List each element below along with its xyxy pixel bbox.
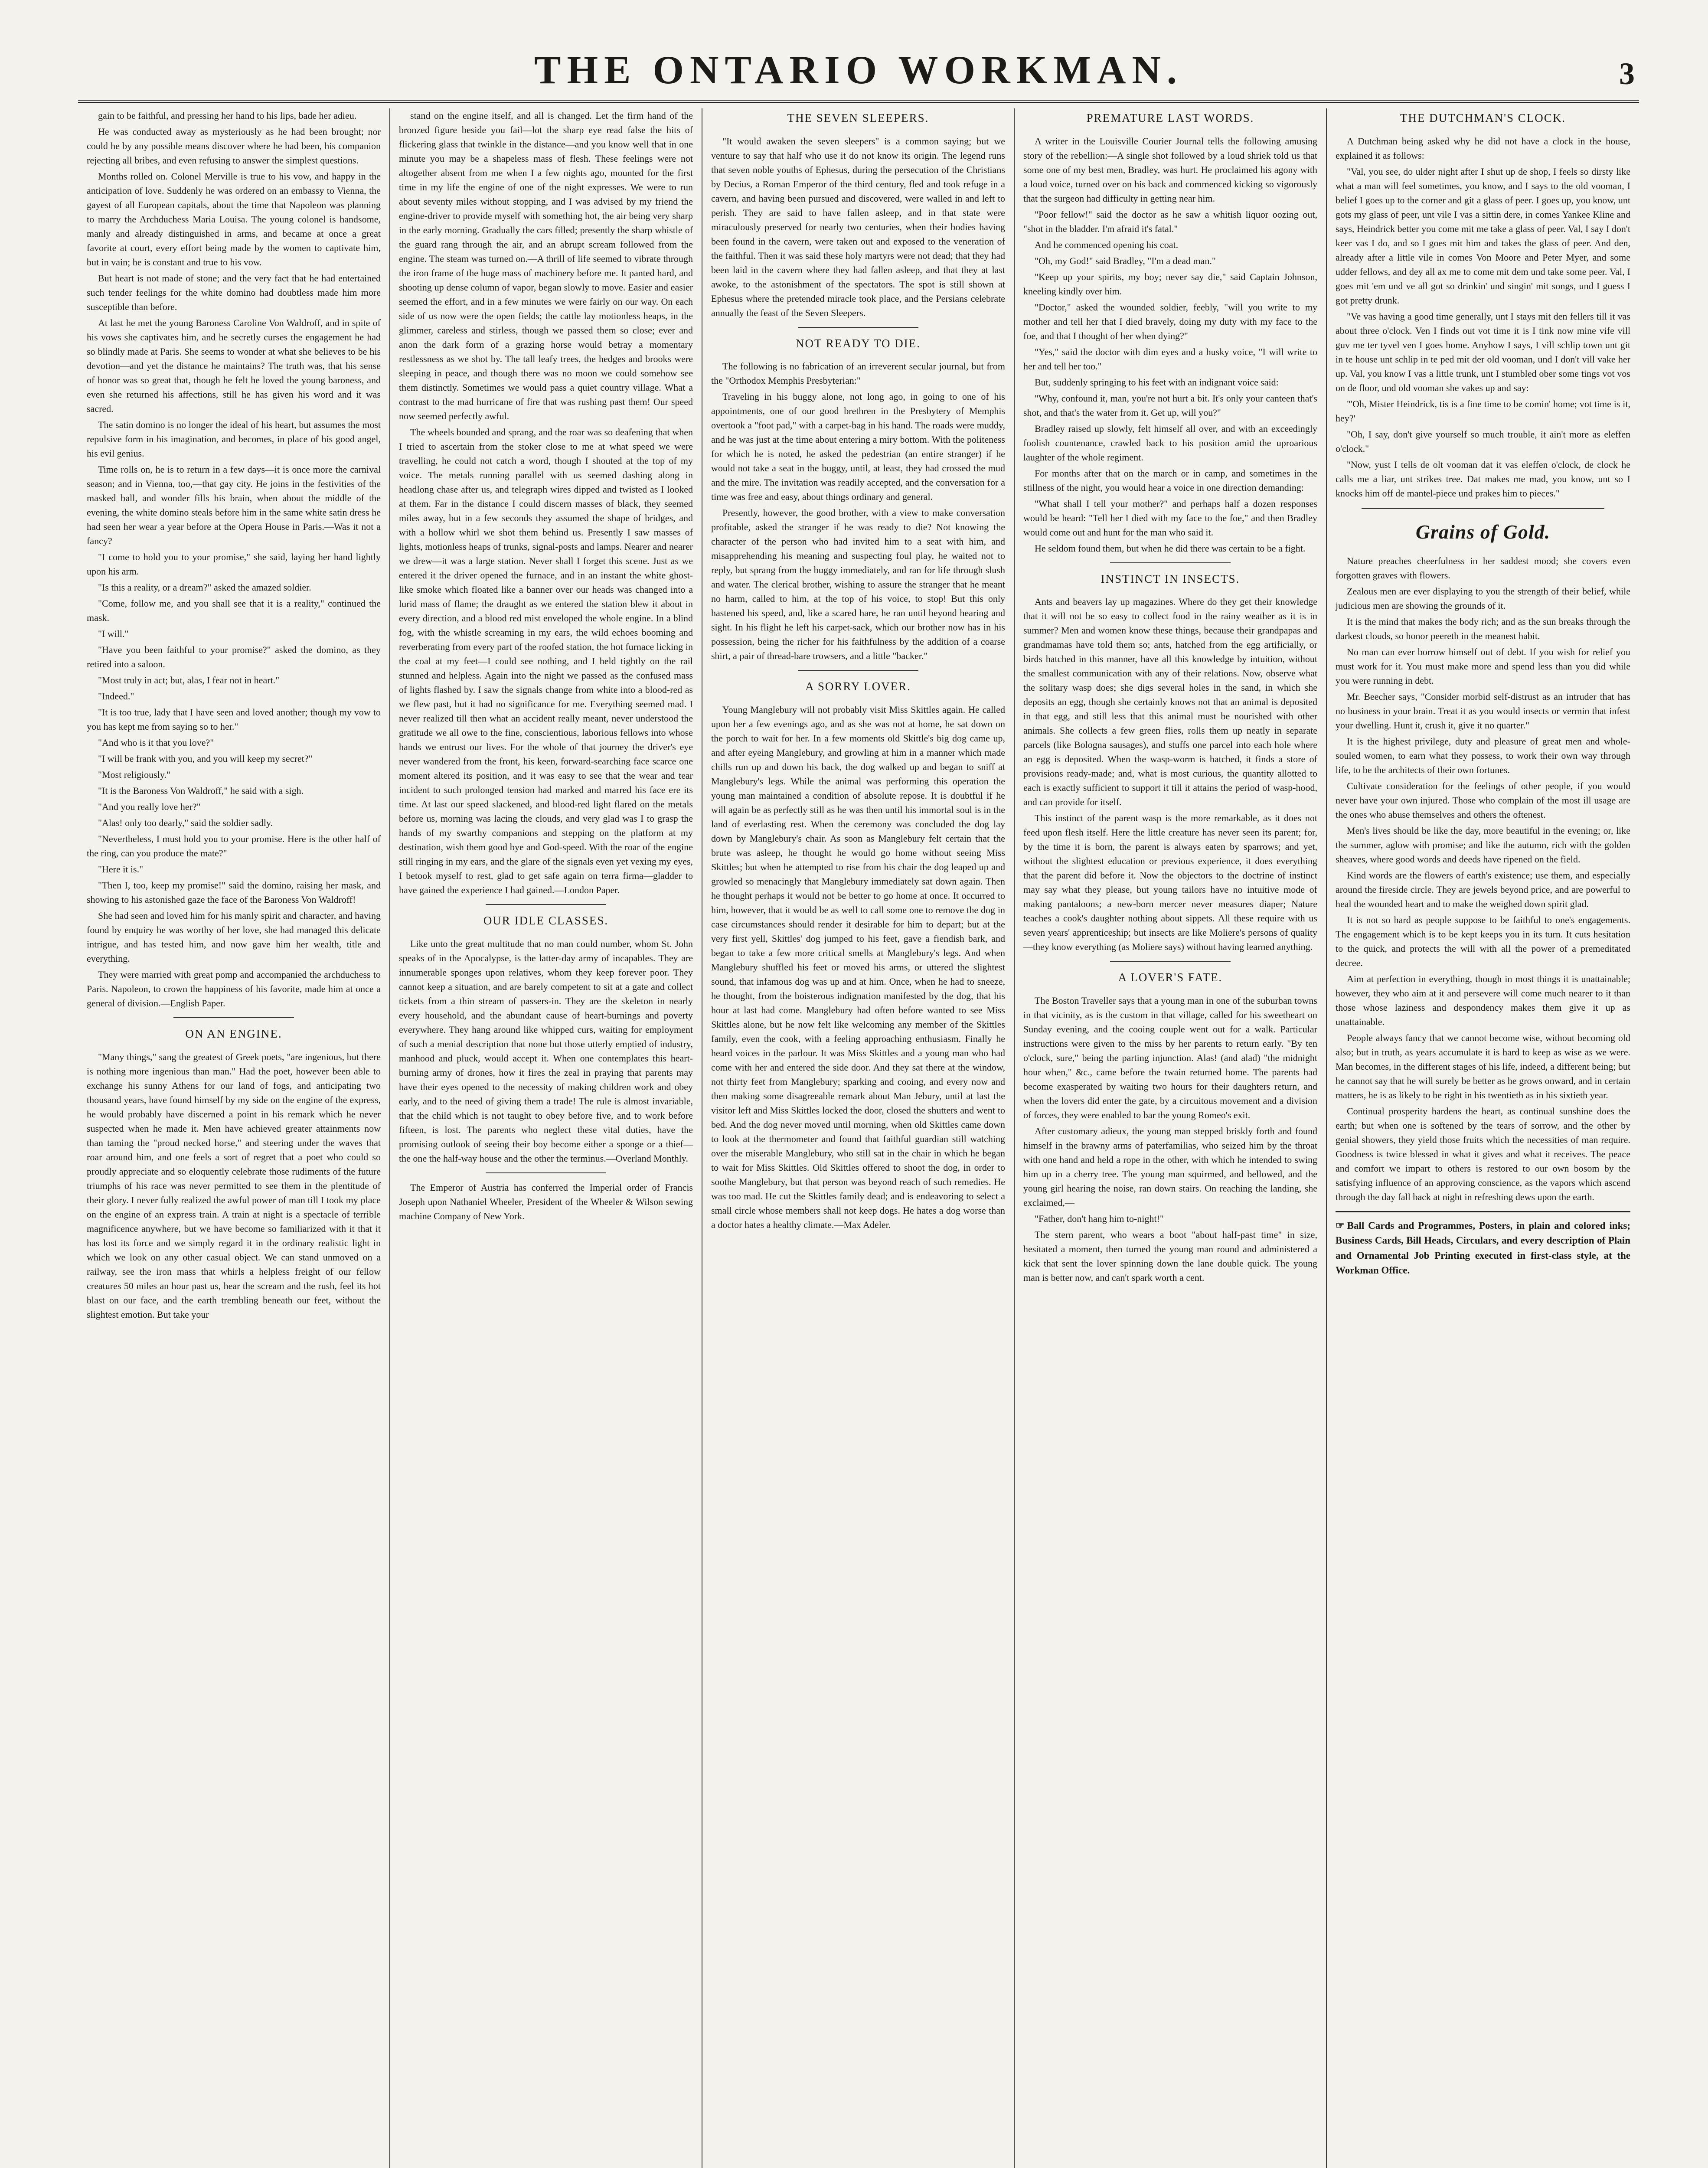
paragraph: "Alas! only too dearly," said the soldier sadly. [98, 817, 273, 828]
column-5 [1327, 108, 1639, 2168]
divider [486, 904, 606, 905]
paragraph: It is not so hard as people suppose to be faithful to one's engagements. The engagement which is to be kept keeps you in its turn. It cuts hesitation to the quick, and protects the will with all the power of a premeditated decree. [1336, 914, 1630, 968]
paragraph: "Yes," said the doctor with dim eyes and a husky voice, "I will write to her and tell her too." [1023, 346, 1317, 372]
paragraph: "Ve vas having a good time generally, unt I stays mit den fellers till it vas about three o'clock. Ven I finds out vot time it is I tink now mine vife vill guv me ter tyvel ven I goes home. Anyhow I says, I vill schlip town unt git in te house unt schlip in te ped mit der old vooman, und I don't vill vake her up. Val, you know I vas a little trunk, unt I stumbled ober some tings vot vos on de floor, und old vooman she vakes up and say: [1336, 310, 1630, 393]
paragraph: It is the highest privilege, duty and pleasure of great men and whole-souled women, to earn what they possess, to work their own way through life, to be the architects of their own fortunes. [1336, 735, 1630, 775]
paragraph: "Father, don't hang him to-night!" [1035, 1213, 1164, 1224]
paragraph: "Indeed." [98, 691, 134, 702]
printing-advertisement [1336, 1211, 1630, 1278]
paragraph: Nature preaches cheerfulness in her saddest mood; she covers even forgotten graves with flowers. [1336, 555, 1630, 581]
paragraph: "Come, follow me, and you shall see that it is a reality," continued the mask. [87, 598, 381, 623]
headline-dutchmans-clock: THE DUTCHMAN'S CLOCK. [1400, 111, 1566, 124]
divider [798, 670, 918, 671]
paragraph: For months after that on the march or in camp, and sometimes in the stillness of the night, you would hear a voice in one direction demanding: [1023, 467, 1317, 493]
article-premature-last-words [1023, 134, 1317, 555]
paragraph: They were married with great pomp and accompanied the archduchess to Paris. Napoleon, to crown the happiness of his favorite, made him at once a general of division.—English Paper. [87, 969, 381, 1009]
headline-seven-sleepers: THE SEVEN SLEEPERS. [787, 111, 929, 124]
paragraph: No man can ever borrow himself out of debt. If you wish for relief you must work for it. You must make more and spend less than you did while you were running in debt. [1336, 646, 1630, 686]
paragraph: But heart is not made of stone; and the very fact that he had entertained such tender feelings for the white domino had doubtless made him more susceptible than before. [87, 273, 381, 312]
paragraph: But, suddenly springing to his feet with an indignant voice said: [1035, 376, 1279, 388]
paragraph: People always fancy that we cannot become wise, without becoming old also; but in truth, as years accumulate it is hard to keep as wise as we were. Man becomes, in the different stages of his life, indeed, a different being; but he cannot say that he will surely be better as he grows onward, and in certain matters, he is as likely to be right in his twentieth as in his sixtieth year. [1336, 1032, 1630, 1100]
masthead [78, 35, 1639, 103]
article-lovers-fate [1023, 993, 1317, 1285]
pointing-hand-icon: ☞ [1336, 1220, 1345, 1231]
divider [1110, 961, 1231, 962]
paragraph: "Keep up your spirits, my boy; never say die," said Captain Johnson, kneeling kindly over him. [1023, 271, 1317, 297]
paragraph: He seldom found them, but when he did there was certain to be a fight. [1035, 542, 1306, 554]
paragraph: Time rolls on, he is to return in a few days—it is once more the carnival season; and in Vienna, too,—that gay city. He joins in the festivities of the masked ball, and wonder fills his brain, when about the middle of the evening, the white domino steals before him in the same white satin dress he had seen her wear a year before at the Opera House in Paris.—Was it not a fancy? [87, 464, 381, 546]
paragraph: "I will." [98, 628, 129, 639]
divider [798, 327, 918, 328]
paragraph: "It would awaken the seven sleepers" is a common saying; but we venture to say that half who use it do not know its origin. The legend runs that seven noble youths of Ephesus, during the persecution of the Christians by Decius, a Roman Emperor of the third century, fled and took refuge in a cavern, and having been pursued and discovered, were walled in and left to perish. They are said to have fallen asleep, and in that state were miraculously preserved for nearly two centuries, when their bodies having been found in the cavern, were taken out and exposed to the veneration of the faithful. Then it was said these holy martyrs were not dead; that they had been laid in the cavern where they had fallen asleep, and that they at last awoke, to the astonishment of the spectators. The spot is still shown at Ephesus where the pretended miracle took place, and the Persians celebrate annually the feast of the Seven Sleepers. [711, 135, 1005, 318]
paragraph: Young Manglebury will not probably visit Miss Skittles again. He called upon her a few evenings ago, and as she was not at home, he sat down on the porch to wait for her. In a few moments old Skittle's big dog came up, and after eyeing Manglebury, and growling at him in a manner which made chills run up and down his back, the dog walked up and began to sniff at Manglebury's legs. While the animal was performing this operation the young man maintained a condition of absolute repose. It is doubtful if he will again be as perfectly still as he was then until his immortal soul is in the land of everlasting rest. When the ceremony was concluded the dog lay down by Manglebury's chair. As soon as Manglebury felt certain that the brute was asleep, he thought he would go home without seeing Miss Skittles; but when he attempted to rise from his chair the dog leaped up and growled so menacingly that Manglebury immediately sat down again. Then he thought perhaps it would not be better to go home at once. It occurred to him, however, that it would be as well to call some one to remove the dog in case circumstances should render it desirable for him to depart; but at the very first yell, Skittles' dog jumped to his feet, gave a fiendish bark, and began to take a few more critical smells at Manglebury's legs. And when Manglebury shuffled his feet or moved his arms, or uttered the slightest sound, that infamous dog was up and at him. Once, when he had to sneeze, he thought, from the boisterous indignation manifested by the dog, that his hour at last had come. Manglebury had often before wanted to see Miss Skittles alone, but he now felt like welcoming any member of the Skittles family, even the cook, with a feeling approaching enthusiasm. Finally he heard voices in the parlour. It was Miss Skittles and a young man who had come with her and entered the side door. And they sat there at the window, not thirty feet from Manglebury; sparking and cooing, and every now and then making some disagreeable remark about Man Jebury, until at last the visitor left and Miss Skittles locked the door, closed the shutters and went to bed. And the dog never moved until morning, when old Skittles came down to look at the thermometer and found that faithful guardian still watching over the miserable Manglebury, who still sat in the chair in which he began to wait for Miss Skittles. Old Skittles offered to shoot the dog, in order to soothe Manglebury, but that person was beyond reach of such remedies. He was too mad. He cut the Skittles family dead; and is endeavoring to select a small circle whose members shall not keep dogs. He hates a dog worse than a doctor hates a healthy climate.—Max Adeler. [711, 704, 1005, 1230]
headline-instinct-in-insects: INSTINCT IN INSECTS. [1101, 572, 1240, 585]
news-note [399, 1180, 693, 1223]
divider [173, 1017, 294, 1018]
section-grains-of-gold [1336, 554, 1630, 1204]
paragraph: The Boston Traveller says that a young man in one of the suburban towns in that vicinity, as is the custom in that village, called for his sweetheart on Sunday evening, and the cooing couple went out for a walk. Particular instructions were given to the miss by her parents to return early. "By ten o'clock, sure," being the parting injunction. Alas! (and alad) "the midnight hour when," &c., came before the twain returned home. The parents had become exasperated by waiting two hours for their daughters return, and when the lovers did enter the gate, by a circuitous movement and a division of forces, they were enabled to bar the young Romeo's exit. [1023, 995, 1317, 1120]
paragraph: A writer in the Louisville Courier Journal tells the following amusing story of the rebellion:—A single shot followed by a loud shriek told us that some one of my best men, Bradley, was hurt. He proclaimed his agony with a loud voice, turned over on his back and commenced kicking so vigorously that the surgeon had difficulty in getting near him. [1023, 135, 1317, 204]
paragraph: Kind words are the flowers of earth's existence; use them, and especially around the fireside circle. They are jewels beyond price, and are powerful to heal the wounded heart and to make the weighed down spirit glad. [1336, 869, 1630, 909]
headline-sorry-lover: A SORRY LOVER. [805, 680, 911, 693]
column-4 [1015, 108, 1327, 2168]
article-dutchmans-clock [1336, 134, 1630, 500]
advertisement-text [1336, 1218, 1630, 1278]
paragraph: "'Oh, Mister Heindrick, tis is a fine time to be comin' home; vot time is it, hey?' [1336, 398, 1630, 424]
paragraph: Zealous men are ever displaying to you the strength of their belief, while judicious men are showing the grounds of it. [1336, 585, 1630, 611]
article-not-ready-to-die [711, 359, 1005, 663]
story-continued [87, 108, 381, 1010]
paragraph: Like unto the great multitude that no man could number, whom St. John speaks of in the Apocalypse, is the latter-day army of incapables. They are innumerable sponges upon relatives, whom they keep forever poor. They cannot keep a situation, and are barely competent to sit at a gate and collect tickets from a thin stream of passers-in. They are the skeleton in nearly every household, and the abundant cause of heart-burnings and poverty everywhere. They hang around like whipped curs, waiting for employment of such a menial description that none but those utterly emptied of industry, manhood and pluck, would accept it. When one contemplates this heart-burning army of drones, how it fires the zeal in praying that parents may have their eyes opened to the necessity of making children work and obey early, and to the need of giving them a trade! The rule is almost invariable, that the child which is not taught to obey before five, and to work before fifteen, is lost. The parents who neglect these vital duties, have the promising outlook of seeing their boy become either a sponge or a thief—the one the half-way house and the other the terminus.—Overland Monthly. [399, 938, 693, 1164]
article-idle-classes [399, 937, 693, 1166]
paragraph: "Many things," sang the greatest of Greek poets, "are ingenious, but there is nothing more ingenious than man." Had the poet, however been able to exchange his sunny Athens for our land of fogs, and anticipating two thousand years, have found himself by my side on the engine of the express, he would probably have discerned a point in his remark which he never suspected when he made it. Men have achieved greater attainments now than taming the "proud necked horse," and steering under the waves that roar around him, and one feels a sort of regret that a poet who could so proudly appreciate and so eloquently celebrate those rudiments of the future triumphs of his race was never permitted to see them in the plentitude of their glory. I never fully realized the awful power of man till I took my place on the engine of an express train. A train at night is a spectacle of terrible magnificence anywhere, but we have become so familiarized with it that it has lost its force and we simply regard it in the ordinary realistic light in which we look on any other casual object. We can stand unmoved on a railway, see the iron mass that whirls a helpless freight of our fellow creatures 50 miles an hour past us, hear the scream and the rush, feel its hot blast on our face, and the earth trembling beneath our feet, without the slightest emotion. But take your [87, 1051, 381, 1320]
page-number: 3 [1619, 56, 1635, 91]
paragraph: He was conducted away as mysteriously as he had been brought; nor could he by any possible means discover where he had been, his companion rejecting all bribes, and even refusing to answer the simplest questions. [87, 126, 381, 166]
article-instinct-in-insects [1023, 594, 1317, 954]
headline-idle-classes: OUR IDLE CLASSES. [483, 914, 609, 927]
paragraph: Ants and beavers lay up magazines. Where do they get their knowledge that it will not be so easy to collect food in the rainy weather as it is in summer? Men and women know these things, because their grandpapas and grandmamas have told them so; ants, hatched from the egg artificially, or birds hatched in this manner, have all this knowledge by intuition, without the smallest communication with any of their relations. Now, observe what the solitary wasp does; she digs several holes in the sand, in which she deposits an egg, though she certainly knows not that an animal is deposited in that egg, and still less that this animal must be nourished with other animals. She collects a few green flies, rolls them up neatly in separate parcels (like Bologna sausages), and stuffs one parcel into each hole where an egg is deposited. When the wasp-worm is hatched, it finds a store of provisions ready-made; and, what is most curious, the quantity allotted to each is exactly sufficient to support it till it attains the period of wasp-hood, and can provide for itself. [1023, 596, 1317, 807]
column-1 [78, 108, 390, 2168]
article-on-an-engine-continued [399, 108, 693, 897]
paragraph: "Then I, too, keep my promise!" said the domino, raising her mask, and showing to his astonished gaze the face of the Baroness Von Waldroff! [87, 880, 381, 905]
paragraph: "Is this a reality, or a dream?" asked the amazed soldier. [98, 582, 311, 593]
paragraph: And he commenced opening his coat. [1035, 239, 1179, 250]
paragraph: "Nevertheless, I must hold you to your promise. Here is the other half of the ring, can you produce the mate?" [87, 833, 381, 859]
paragraph: "And you really love her?" [98, 801, 201, 812]
paragraph: "Poor fellow!" said the doctor as he saw a whitish liquor oozing out, "shot in the bladder. I'm afraid it's fatal." [1023, 209, 1317, 234]
paragraph: "Most religiously." [98, 769, 170, 780]
headline-premature-last-words: PREMATURE LAST WORDS. [1086, 111, 1254, 124]
paragraph: Months rolled on. Colonel Merville is true to his vow, and happy in the anticipation of love. Suddenly he was ordered on an embassy to Vienna, the gayest of all European capitals, about the time that Napoleon was planning to marry the Archduchess Maria Louisa. The young colonel is handsome, manly and already distinguished in arms, and became at once a great favorite at court, every effort being made by the women to captivate him, but in vain; he is constant and true to his vow. [87, 171, 381, 268]
column-2 [390, 108, 702, 2168]
divider [1362, 508, 1604, 509]
headline-not-ready-to-die: NOT READY TO DIE. [796, 336, 921, 350]
paragraph: "Val, you see, do ulder night after I shut up de shop, I feels so dirsty like what a man will feel sometimes, you know, and I says to the old vooman, I belief I goes up to the corner and git a glass of peer. I goes up, you know, unt gots my glass of peer, unt vile I vas a sittin dere, in comes Yankee Kline and says, Heindrick better you come mit me take a glass of peer. Val, I say I don't keer vas I do, and so I goes mit him and takes the glass of peer. And den, already after a little vile in comes Von Moore and Peter Myer, and some udder fellows, and dey all ax me to come mit dem und take some peer. Val, I goes mit 'em und ve all got so drinkin' und singin' mit songs, und I guess I got pretty drunk. [1336, 166, 1630, 306]
paragraph: The stern parent, who wears a boot "about half-past time" in size, hesitated a moment, then turned the young man round and administered a kick that sent the lover spinning down the lane double quick. The young man is better now, and can't spark worth a cent. [1023, 1229, 1317, 1283]
paragraph: Presently, however, the good brother, with a view to make conversation profitable, asked the stranger if he was ready to die? Not knowing the character of the person who had invited him to a seat with him, and misapprehending his meaning and suspecting foul play, he waited not to reply, but sprang from the buggy immediately, and ran for life through slush and water. The clerical brother, wishing to assure the stranger that he meant no harm, called to him, at the top of his voice, to stop! But this only hastened his speed, and, like a scared hare, he ran until beyond hearing and sight. In his flight he left his carpet-sack, which our brother now has in his possession, being the richer for his faithfulness by the addition of a coarse shirt, a pair of thread-bare trowsers, and a little "backer." [711, 507, 1005, 661]
paragraph: The satin domino is no longer the ideal of his heart, but assumes the most repulsive form in his imagination, and becomes, in place of his good angel, his evil genius. [87, 419, 381, 459]
headline-lovers-fate: A LOVER'S FATE. [1118, 971, 1223, 984]
paragraph: "And who is it that you love?" [98, 737, 214, 748]
paragraph: Aim at perfection in everything, though in most things it is unattainable; however, they who aim at it and persevere will come much nearer to it than those whose laziness and despondency makes them give it up as unattainable. [1336, 973, 1630, 1027]
headline-on-an-engine: ON AN ENGINE. [185, 1027, 282, 1040]
paragraph: "Now, yust I tells de olt vooman dat it vas eleffen o'clock, de clock he calls me a liar, unt strikes tree. Dat makes me mad, you know, unt so I knocks him off de mantel-piece und prakes him to pieces." [1336, 459, 1630, 499]
article-sorry-lover [711, 702, 1005, 1232]
paragraph: "Why, confound it, man, you're not hurt a bit. It's only your canteen that's shot, and that's the water from it. Get up, will you?" [1023, 392, 1317, 418]
paragraph: gain to be faithful, and pressing her hand to his lips, bade her adieu. [98, 110, 357, 121]
paragraph: This instinct of the parent wasp is the more remarkable, as it does not feed upon flesh itself. Here the little creature has never seen its parent; for, by the time it is born, the parent is always eaten by sparrows; and yet, without the slightest education or previous experience, it does everything that the parent did before it. Now the objectors to the doctrine of instinct may say what they please, but young tailors have no intuitive mode of making pantaloons; a new-born mercer never measures diaper; Nature teaches a cook's daughter nothing about sippets. All these require with us seven years' apprenticeship; but insects are like Moliere's persons of quality—they know everything (as Moliere says) without having learned anything. [1023, 813, 1317, 952]
paragraph: "Doctor," asked the wounded soldier, feebly, "will you write to my mother and tell her that I died bravely, doing my duty with my face to the foe, and that I thought of her when dying?" [1023, 301, 1317, 341]
paragraph: "It is too true, lady that I have seen and loved another; though my vow to you has kept me from saying so to her." [87, 707, 381, 732]
columns [78, 108, 1639, 2168]
paragraph: "Oh, I say, don't give yourself so much trouble, it ain't more as eleffen o'clock." [1336, 428, 1630, 454]
newspaper-title: THE ONTARIO WORKMAN. [534, 48, 1183, 92]
article-seven-sleepers [711, 134, 1005, 320]
paragraph: "I come to hold you to your promise," she said, laying her hand lightly upon his arm. [87, 552, 381, 577]
headline-grains-of-gold: Grains of Gold. [1415, 520, 1551, 543]
paragraph: At last he met the young Baroness Caroline Von Waldroff, and in spite of his vows she captivates him, and he secretly curses the engagement he had so blindly made at Paris. She seems to wonder at what she believes to be his devotion—and yet the distance he maintains? The truth was, that his sense of honor was so great that, though he felt he loved the young baroness, and even she returned his affections, still he has given his word and it was sacred. [87, 317, 381, 414]
paragraph: Mr. Beecher says, "Consider morbid self-distrust as an intruder that has no business in your brain. Treat it as you would insects or vermin that infest your dwelling. Hunt it, crush it, give it no quarter." [1336, 691, 1630, 731]
column-3 [702, 108, 1015, 2168]
divider [1110, 562, 1231, 563]
paragraph: After customary adieux, the young man stepped briskly forth and found himself in the brawny arms of paterfamilias, who seized him by the throat with one hand and held a rope in the other, with which he intended to swing him up in a cherry tree. The young man squirmed, and bellowed, and the young girl hearing the noise, ran down stairs. On reaching the landing, she exclaimed,— [1023, 1125, 1317, 1208]
advertisement-copy: Ball Cards and Programmes, Posters, in plain and colored inks; Business Cards, Bill Heads, Circulars, and every description of Plain and Ornamental Job Printing executed in first-class style, at the Workman Office. [1336, 1220, 1630, 1276]
paragraph: "Most truly in act; but, alas, I fear not in heart." [98, 675, 280, 686]
paragraph: The Emperor of Austria has conferred the Imperial order of Francis Joseph upon Nathaniel Wheeler, President of the Wheeler & Wilson sewing machine Company of New York. [399, 1182, 693, 1221]
paragraph: "I will be frank with you, and you will keep my secret?" [98, 753, 313, 764]
paragraph: stand on the engine itself, and all is changed. Let the firm hand of the bronzed figure beside you fail—lot the sharp eye read false the hits of flickering glass that twinkle in the distance—and you know well that in one minute you may be a shapeless mass of flesh. These feelings were not altogether absent from me when I a few nights ago, mounted for the first time in my life the engine of one of the night expresses. We were to run about seventy miles without stopping, and I was advised by my friend the engine-driver to provide myself with something hot, the air being very sharp in the early morning. Gradually the cars filled; presently the sharp whistle of the guard rang through the air, and an abrupt scream followed from the engine. The steam was turned on.—A thrill of life seemed to vibrate through the iron frame of the huge mass of machinery before me. It panted hard, and shooting up dense column of vapor, began slowly to move. Easier and easier seemed the effort, and in a few minutes we were fairly on our way. On each side of us now were the open fields; the cattle lay motionless heaps, in the glimmer, careless and stirless, though we passed them so close; ever and anon the dark form of a grazing horse would betray a momentary restlessness as we shot by. The tall leafy trees, the hedges and brooks were sleeping in peace, and though there was no moon we could somehow see them distinctly. Sometimes we would pass a quiet country village. What a contrast to the mad hurricane of fire that was rushing past them! Our speed now seemed perfectly awful. [399, 110, 693, 421]
paragraph: Bradley raised up slowly, felt himself all over, and with an exceedingly foolish countenance, crawled back to his position amid the uproarious laughter of the whole regiment. [1023, 423, 1317, 463]
paragraph: "It is the Baroness Von Waldroff," he said with a sigh. [98, 785, 304, 796]
paragraph: "What shall I tell your mother?" and perhaps half a dozen responses would be heard: "Tell her I died with my face to the foe," and then Bradley would come out and hunt for the man who said it. [1023, 498, 1317, 538]
paragraph: The wheels bounded and sprang, and the roar was so deafening that when I tried to ascertain from the stoker close to me at what speed we were travelling, he could not catch a word, though I shouted at the top of my voice. The metals running parallel with us seemed dashing along in headlong chase after us, and telegraph wires dipped and twisted as I looked at them. Far in the distance I could discern masses of black, they seemed miles away, but in a few seconds they assumed the shape of bridges, and with a hollow whirl we shot them behind us. Presently I saw masses of lights, motionless heaps of trunks, signal-posts and lamps. Nearer and nearer we drew—it was a large station. Never shall I forget this scene. Just as we entered it the driver opened the furnace, and in an instant the white ghost-like smoke which floated like a banner over our heads was changed into a lurid mass of flame; the draught as we entered the station blew it about in every direction, and a blood red mist enveloped the whole engine. In a blind fog, with the whistle screaming in my ears, the wild echoes booming and reverberating from every part of the roofed station, the hot furnace licking in the coal at my feet—I could see nothing, and I held tightly on the rail stunned and helpless. Again into the night we passed as the confused mass of lights flashed by. I saw the signals change from white into a blood-red as we flew past, but it had no significance for me. Everything seemed mad. I never realized till then what an accident really meant, never understood the gratitude we all owe to the fine, conscientious, laborious fellows into whose hands we entrust our lives. For the whole of that journey the driver's eye never wandered from the front, his keen, forward-searching face scarce one moment altered its position, and it was easy to see that the wear and tear incident to such prolonged tension had marked and marred his face ere its time. At last our speed slackened, and blood-red light flared on the metals before us, morning was lacing the clouds, and very glad was I to grasp the hands of my swarthy companions and stepping on the platform at my destination, wish them good bye and God-speed. With the roar of the engine still ringing in my ears, and the glare of the signals even yet vexing my eyes, I betook myself to rest, glad to get safe again on terra firma—gladder to have gained the experience I had gained.—London Paper. [399, 427, 693, 895]
paragraph: The following is no fabrication of an irreverent secular journal, but from the "Orthodox Memphis Presbyterian:" [711, 361, 1005, 386]
paragraph: Men's lives should be like the day, more beautiful in the evening; or, like the summer, aglow with promise; and like the autumn, rich with the golden sheaves, where good words and deeds have ripened on the field. [1336, 825, 1630, 865]
article-on-an-engine [87, 1050, 381, 1322]
paragraph: It is the mind that makes the body rich; and as the sun breaks through the darkest clouds, so honor peereth in the meanest habit. [1336, 616, 1630, 641]
paragraph: Traveling in his buggy alone, not long ago, in going to one of his appointments, one of our good brethren in the Presbytery of Memphis overtook a "foot pad," with a carpet-bag in his hand. The roads were muddy, and he was just at the time about entering a miry bottom. With the politeness for which he is noted, he asked the pedestrian (an entire stranger) if he would not take a seat in the buggy, until, at least, they had crossed the mud and the mire. The invitation was readily accepted, and the conversation for a time was free and easy, about things ordinary and general. [711, 391, 1005, 502]
paragraph: "Have you been faithful to your promise?" asked the domino, as they retired into a saloon. [87, 644, 381, 669]
paragraph: "Here it is." [98, 864, 144, 875]
paragraph: Cultivate consideration for the feelings of other people, if you would never have your own injured. Those who complain of the most ill usage are the ones who abuse themselves and others the oftenest. [1336, 780, 1630, 820]
divider [486, 1172, 606, 1173]
paragraph: Continual prosperity hardens the heart, as continual sunshine does the earth; but when one is softened by the tears of sorrow, and the other by genial showers, they yield those fruits which the necessities of man require. Goodness is twice blessed in what it gives and what it receives. The peace and comfort we impart to others is restored to our own bosom by the satisfying influence of an approving conscience, as the vapors which ascend through the day fall back at night in refreshing dews upon the earth. [1336, 1105, 1630, 1202]
paragraph: "Oh, my God!" said Bradley, "I'm a dead man." [1035, 255, 1216, 266]
paragraph: A Dutchman being asked why he did not have a clock in the house, explained it as follows: [1336, 135, 1630, 161]
paragraph: She had seen and loved him for his manly spirit and character, and having found by enquiry he was worthy of her love, she had managed this delicate intrigue, and has tested him, and now gave him her wealth, title and everything. [87, 910, 381, 964]
